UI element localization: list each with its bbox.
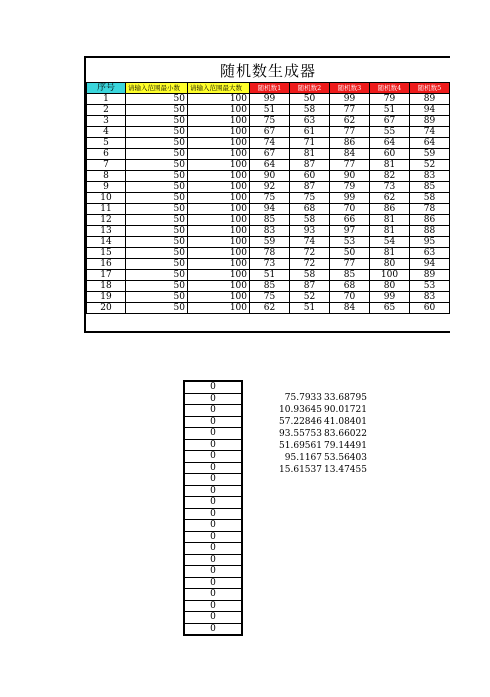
- row-random-value: 53: [330, 237, 370, 248]
- row-random-value: 62: [250, 303, 290, 314]
- aux-row: [184, 462, 242, 474]
- row-random-value: 93: [290, 226, 330, 237]
- row-max-input[interactable]: 100: [188, 237, 250, 248]
- row-random-value: 75: [290, 193, 330, 204]
- header-random-5: 随机数5: [410, 83, 450, 94]
- aux-cell[interactable]: 0: [184, 439, 242, 451]
- row-max-input[interactable]: 100: [188, 292, 250, 303]
- row-random-value: 72: [290, 248, 330, 259]
- row-max-input[interactable]: 100: [188, 116, 250, 127]
- aux-row: [184, 497, 242, 509]
- row-random-value: 58: [290, 105, 330, 116]
- aux-row: [184, 554, 242, 566]
- row-seq: 20: [87, 303, 126, 314]
- row-seq: 6: [87, 149, 126, 160]
- row-max-input[interactable]: 100: [188, 248, 250, 259]
- row-random-value: 70: [330, 204, 370, 215]
- row-max-input[interactable]: 100: [188, 215, 250, 226]
- row-random-value: 83: [410, 171, 450, 182]
- row-max-input[interactable]: 100: [188, 226, 250, 237]
- row-random-value: 82: [370, 171, 410, 182]
- row-min-input[interactable]: 50: [126, 226, 188, 237]
- sheet-title: 随机数生成器: [219, 62, 316, 80]
- random-number-sheet: [84, 56, 450, 333]
- pair-value-b: 13.47455: [324, 465, 367, 475]
- row-random-value: 81: [370, 226, 410, 237]
- pair-value-b: 33.68795: [324, 393, 367, 403]
- aux-column-table: [183, 380, 243, 636]
- aux-row: [184, 589, 242, 601]
- pair-value-b: 53.56403: [324, 453, 367, 463]
- aux-cell[interactable]: 0: [184, 497, 242, 509]
- row-seq: 17: [87, 270, 126, 281]
- aux-cell[interactable]: 0: [184, 577, 242, 589]
- row-random-value: 67: [250, 149, 290, 160]
- row-random-value: 51: [250, 270, 290, 281]
- row-random-value: 58: [290, 270, 330, 281]
- table-row: [87, 105, 450, 116]
- row-random-value: 51: [290, 303, 330, 314]
- pair-value-a: 51.69561: [279, 441, 322, 451]
- aux-row: [184, 485, 242, 497]
- row-min-input[interactable]: 50: [126, 259, 188, 270]
- row-min-input[interactable]: 50: [126, 94, 188, 105]
- row-random-value: 80: [370, 281, 410, 292]
- pair-value-b: 90.01721: [324, 405, 367, 415]
- row-random-value: 61: [290, 127, 330, 138]
- row-random-value: 51: [370, 105, 410, 116]
- row-max-input[interactable]: 100: [188, 193, 250, 204]
- row-random-value: 70: [330, 292, 370, 303]
- table-row: [87, 182, 450, 193]
- pair-value-a: 95.1167: [284, 453, 322, 463]
- row-random-value: 64: [370, 138, 410, 149]
- row-max-input[interactable]: 100: [188, 270, 250, 281]
- row-random-value: 67: [250, 127, 290, 138]
- row-random-value: 95: [410, 237, 450, 248]
- table-row: [87, 116, 450, 127]
- pair-row: [270, 392, 367, 404]
- row-random-value: 85: [250, 281, 290, 292]
- aux-cell[interactable]: 0: [184, 405, 242, 417]
- pair-value-b: 79.14491: [324, 441, 367, 451]
- row-random-value: 58: [410, 193, 450, 204]
- row-max-input[interactable]: 100: [188, 259, 250, 270]
- row-min-input[interactable]: 50: [126, 105, 188, 116]
- row-random-value: 63: [290, 116, 330, 127]
- pair-row: [270, 416, 367, 428]
- pair-row: [270, 428, 367, 440]
- row-random-value: 52: [410, 160, 450, 171]
- row-seq: 9: [87, 182, 126, 193]
- row-max-input[interactable]: 100: [188, 281, 250, 292]
- row-random-value: 64: [250, 160, 290, 171]
- aux-cell[interactable]: 0: [184, 589, 242, 601]
- row-random-value: 89: [410, 116, 450, 127]
- aux-cell[interactable]: 0: [184, 381, 242, 393]
- row-random-value: 87: [290, 182, 330, 193]
- row-seq: 3: [87, 116, 126, 127]
- row-random-value: 75: [250, 116, 290, 127]
- row-random-value: 89: [410, 94, 450, 105]
- row-random-value: 68: [330, 281, 370, 292]
- row-random-value: 55: [370, 127, 410, 138]
- row-random-value: 52: [290, 292, 330, 303]
- table-row: [87, 204, 450, 215]
- row-random-value: 63: [410, 248, 450, 259]
- pair-value-a: 57.22846: [279, 417, 322, 427]
- row-random-value: 87: [290, 160, 330, 171]
- row-random-value: 86: [370, 204, 410, 215]
- row-random-value: 99: [330, 193, 370, 204]
- row-random-value: 84: [330, 303, 370, 314]
- row-random-value: 77: [330, 259, 370, 270]
- row-random-value: 88: [410, 226, 450, 237]
- aux-row: [184, 508, 242, 520]
- aux-cell[interactable]: 0: [184, 462, 242, 474]
- row-min-input[interactable]: 50: [126, 215, 188, 226]
- pair-row: [270, 452, 367, 464]
- row-random-value: 74: [290, 237, 330, 248]
- aux-cell[interactable]: 0: [184, 531, 242, 543]
- aux-row: [184, 381, 242, 393]
- row-min-input[interactable]: 50: [126, 149, 188, 160]
- row-random-value: 73: [370, 182, 410, 193]
- row-random-value: 60: [410, 303, 450, 314]
- aux-row: [184, 577, 242, 589]
- row-random-value: 75: [250, 193, 290, 204]
- row-random-value: 92: [250, 182, 290, 193]
- row-seq: 11: [87, 204, 126, 215]
- table-row: [87, 94, 450, 105]
- header-random-1: 随机数1: [250, 83, 290, 94]
- row-random-value: 59: [250, 237, 290, 248]
- aux-row: [184, 428, 242, 440]
- row-max-input[interactable]: 100: [188, 182, 250, 193]
- aux-cell[interactable]: 0: [184, 554, 242, 566]
- pair-value-a: 10.93645: [279, 405, 322, 415]
- header-random-2: 随机数2: [290, 83, 330, 94]
- row-max-input[interactable]: 100: [188, 127, 250, 138]
- row-min-input[interactable]: 50: [126, 248, 188, 259]
- row-seq: 13: [87, 226, 126, 237]
- row-min-input[interactable]: 50: [126, 116, 188, 127]
- row-min-input[interactable]: 50: [126, 193, 188, 204]
- row-random-value: 99: [330, 94, 370, 105]
- row-seq: 7: [87, 160, 126, 171]
- table-row: [87, 292, 450, 303]
- row-max-input[interactable]: 100: [188, 160, 250, 171]
- row-random-value: 83: [250, 226, 290, 237]
- row-random-value: 84: [330, 149, 370, 160]
- row-random-value: 81: [370, 248, 410, 259]
- row-random-value: 60: [370, 149, 410, 160]
- aux-cell[interactable]: 0: [184, 393, 242, 405]
- pair-row: [270, 464, 367, 476]
- row-seq: 4: [87, 127, 126, 138]
- row-random-value: 54: [370, 237, 410, 248]
- row-seq: 19: [87, 292, 126, 303]
- aux-row: [184, 600, 242, 612]
- table-row: [87, 237, 450, 248]
- row-min-input[interactable]: 50: [126, 171, 188, 182]
- row-random-value: 94: [410, 105, 450, 116]
- aux-row: [184, 612, 242, 624]
- row-random-value: 67: [370, 116, 410, 127]
- aux-cell[interactable]: 0: [184, 566, 242, 578]
- table-row: [87, 127, 450, 138]
- aux-row: [184, 405, 242, 417]
- aux-row: [184, 451, 242, 463]
- row-random-value: 77: [330, 160, 370, 171]
- row-max-input[interactable]: 100: [188, 171, 250, 182]
- row-min-input[interactable]: 50: [126, 270, 188, 281]
- row-min-input[interactable]: 50: [126, 182, 188, 193]
- table-row: [87, 248, 450, 259]
- row-random-value: 65: [370, 303, 410, 314]
- row-min-input[interactable]: 50: [126, 138, 188, 149]
- row-max-input[interactable]: 100: [188, 303, 250, 314]
- aux-cell[interactable]: 0: [184, 612, 242, 624]
- aux-row: [184, 520, 242, 532]
- row-random-value: 51: [250, 105, 290, 116]
- row-random-value: 78: [250, 248, 290, 259]
- row-random-value: 85: [250, 215, 290, 226]
- table-row: [87, 303, 450, 314]
- row-random-value: 81: [290, 149, 330, 160]
- row-random-value: 81: [370, 160, 410, 171]
- table-row: [87, 281, 450, 292]
- aux-cell[interactable]: 0: [184, 451, 242, 463]
- row-max-input[interactable]: 100: [188, 204, 250, 215]
- row-random-value: 90: [330, 171, 370, 182]
- row-random-value: 53: [410, 281, 450, 292]
- table-row: [87, 215, 450, 226]
- row-seq: 14: [87, 237, 126, 248]
- header-max[interactable]: 请输入范围最大数: [188, 83, 250, 94]
- row-random-value: 59: [410, 149, 450, 160]
- row-random-value: 99: [370, 292, 410, 303]
- row-random-value: 85: [410, 182, 450, 193]
- table-row: [87, 160, 450, 171]
- row-max-input[interactable]: 100: [188, 94, 250, 105]
- row-min-input[interactable]: 50: [126, 204, 188, 215]
- row-random-value: 62: [370, 193, 410, 204]
- row-random-value: 81: [370, 215, 410, 226]
- aux-row: [184, 474, 242, 486]
- pair-row: [270, 440, 367, 452]
- row-random-value: 71: [290, 138, 330, 149]
- aux-cell[interactable]: 0: [184, 600, 242, 612]
- row-seq: 5: [87, 138, 126, 149]
- row-min-input[interactable]: 50: [126, 160, 188, 171]
- header-min[interactable]: 请输入范围最小数: [126, 83, 188, 94]
- row-random-value: 90: [250, 171, 290, 182]
- row-min-input[interactable]: 50: [126, 281, 188, 292]
- aux-row: [184, 543, 242, 555]
- table-row: [87, 226, 450, 237]
- header-random-4: 随机数4: [370, 83, 410, 94]
- table-row: [87, 138, 450, 149]
- row-seq: 8: [87, 171, 126, 182]
- row-random-value: 79: [330, 182, 370, 193]
- row-random-value: 58: [290, 215, 330, 226]
- row-random-value: 50: [330, 248, 370, 259]
- aux-row: [184, 623, 242, 635]
- table-row: [87, 149, 450, 160]
- row-random-value: 94: [410, 259, 450, 270]
- aux-cell[interactable]: 0: [184, 508, 242, 520]
- row-random-value: 75: [250, 292, 290, 303]
- row-random-value: 94: [250, 204, 290, 215]
- aux-row: [184, 566, 242, 578]
- aux-cell[interactable]: 0: [184, 474, 242, 486]
- row-min-input[interactable]: 50: [126, 127, 188, 138]
- row-random-value: 66: [330, 215, 370, 226]
- row-min-input[interactable]: 50: [126, 303, 188, 314]
- aux-cell[interactable]: 0: [184, 520, 242, 532]
- row-random-value: 50: [290, 94, 330, 105]
- pair-value-b: 41.08401: [324, 417, 367, 427]
- row-random-value: 68: [290, 204, 330, 215]
- header-seq: 序号: [87, 83, 126, 94]
- row-random-value: 85: [330, 270, 370, 281]
- pair-value-b: 83.66022: [324, 429, 367, 439]
- aux-cell[interactable]: 0: [184, 543, 242, 555]
- row-random-value: 86: [330, 138, 370, 149]
- row-random-value: 100: [370, 270, 410, 281]
- aux-cell[interactable]: 0: [184, 623, 242, 635]
- row-random-value: 73: [250, 259, 290, 270]
- row-random-value: 89: [410, 270, 450, 281]
- row-random-value: 77: [330, 105, 370, 116]
- table-row: [87, 259, 450, 270]
- row-seq: 10: [87, 193, 126, 204]
- aux-row: [184, 416, 242, 428]
- row-min-input[interactable]: 50: [126, 292, 188, 303]
- row-seq: 1: [87, 94, 126, 105]
- random-number-table: [86, 82, 450, 314]
- pair-value-a: 93.55753: [279, 429, 322, 439]
- row-seq: 12: [87, 215, 126, 226]
- aux-row: [184, 531, 242, 543]
- row-random-value: 77: [330, 127, 370, 138]
- pair-row: [270, 404, 367, 416]
- row-random-value: 99: [250, 94, 290, 105]
- table-row: [87, 193, 450, 204]
- row-max-input[interactable]: 100: [188, 149, 250, 160]
- row-random-value: 74: [410, 127, 450, 138]
- row-random-value: 79: [370, 94, 410, 105]
- row-random-value: 97: [330, 226, 370, 237]
- header-row: [87, 83, 450, 94]
- row-random-value: 62: [330, 116, 370, 127]
- row-random-value: 86: [410, 215, 450, 226]
- row-seq: 15: [87, 248, 126, 259]
- pair-value-a: 15.61537: [279, 465, 322, 475]
- aux-row: [184, 393, 242, 405]
- row-random-value: 60: [290, 171, 330, 182]
- aux-cell[interactable]: 0: [184, 416, 242, 428]
- row-random-value: 72: [290, 259, 330, 270]
- row-max-input[interactable]: 100: [188, 138, 250, 149]
- aux-cell[interactable]: 0: [184, 428, 242, 440]
- row-random-value: 78: [410, 204, 450, 215]
- row-max-input[interactable]: 100: [188, 105, 250, 116]
- row-random-value: 87: [290, 281, 330, 292]
- row-seq: 2: [87, 105, 126, 116]
- row-random-value: 64: [410, 138, 450, 149]
- row-random-value: 83: [410, 292, 450, 303]
- pair-values: [270, 392, 367, 476]
- row-seq: 16: [87, 259, 126, 270]
- aux-row: [184, 439, 242, 451]
- table-row: [87, 270, 450, 281]
- header-random-3: 随机数3: [330, 83, 370, 94]
- table-row: [87, 171, 450, 182]
- row-random-value: 80: [370, 259, 410, 270]
- row-seq: 18: [87, 281, 126, 292]
- row-min-input[interactable]: 50: [126, 237, 188, 248]
- pair-value-a: 75.7933: [284, 393, 322, 403]
- aux-cell[interactable]: 0: [184, 485, 242, 497]
- row-random-value: 74: [250, 138, 290, 149]
